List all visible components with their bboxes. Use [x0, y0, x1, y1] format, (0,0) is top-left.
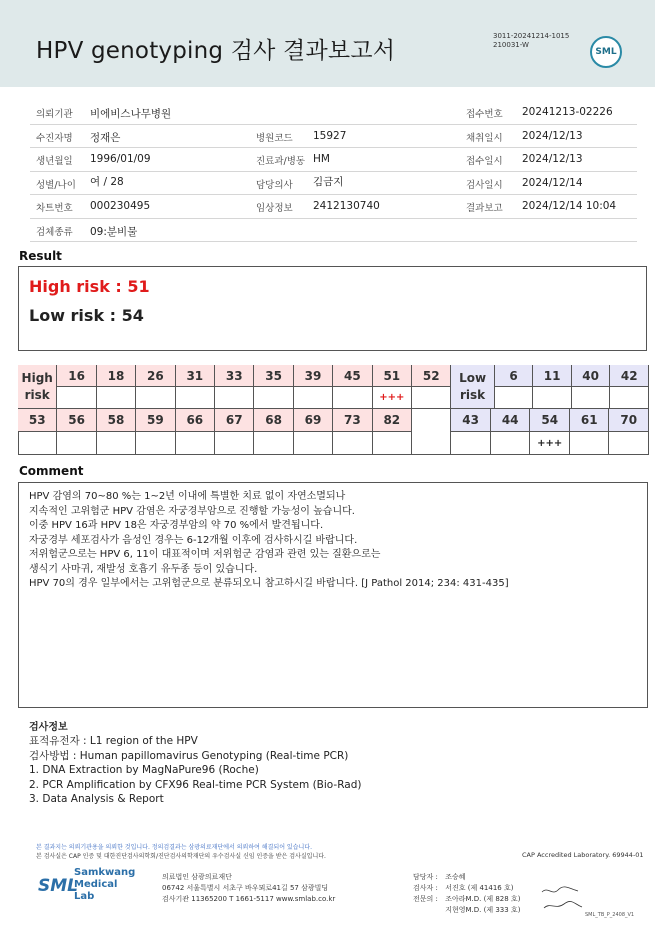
receipt-date-label: 접수일시 — [466, 156, 503, 167]
lab-address — [162, 872, 335, 905]
genotype-header: 26 — [136, 365, 175, 387]
receipt-date-value: 2024/12/13 — [522, 153, 583, 165]
report-code — [493, 32, 569, 50]
test-info-line: 표적유전자 : L1 region of the HPV — [29, 735, 198, 747]
genotype-result — [294, 387, 333, 409]
genotype-header: 54 — [530, 409, 570, 432]
comment-line: 지속적인 고위험군 HPV 감염은 자궁경부암으로 진행할 가능성이 높습니다. — [29, 505, 355, 517]
genotype-result — [609, 432, 649, 455]
hospital-code-label: 병원코드 — [256, 132, 293, 144]
genotype-header: 11 — [533, 365, 572, 387]
low-label-1: Low — [459, 370, 487, 385]
test-info-line: 검사방법 : Human papillomavirus Genotyping (Real-time PCR) — [29, 749, 349, 762]
cap-accreditation: CAP Accredited Laboratory. 69944-01 — [522, 851, 644, 859]
genotype-result — [97, 387, 136, 409]
footer-notice-2: 본 검사실은 CAP 인증 및 대한진단검사의학회/진단검사의학재단의 우수검사실 신임 인증을 받은 검사실입니다. — [36, 853, 326, 860]
genotype-grid — [18, 365, 649, 455]
genotype-header: 73 — [333, 409, 372, 432]
genotype-result — [254, 387, 293, 409]
chart-no-value: 000230495 — [90, 200, 151, 212]
staff-doctor-value: 조아라M.D. (제 828 호) — [445, 895, 521, 903]
birth-value: 1996/01/09 — [90, 153, 151, 165]
comment-line: HPV 감염의 70~80 %는 1~2년 이내에 특별한 치료 없이 자연소멸되나 — [29, 491, 346, 502]
clinical-label: 임상정보 — [256, 203, 293, 214]
genotype-header: 67 — [215, 409, 254, 432]
test-info — [29, 718, 361, 807]
info-row — [30, 219, 637, 243]
genotype-result — [491, 432, 531, 455]
genotype-header: 70 — [609, 409, 649, 432]
recipient-value: 정재은 — [90, 131, 121, 144]
genotype-result — [570, 432, 610, 455]
staff-doctor2-value: 지현영M.D. (제 333 호) — [445, 906, 521, 914]
high-label-2: risk — [24, 387, 50, 402]
genotype-result — [294, 432, 333, 455]
document-id: SML_TB_P_2408_V1 — [585, 912, 635, 918]
test-date-label: 검사일시 — [466, 179, 503, 191]
chart-no-label: 차트번호 — [36, 203, 73, 214]
genotype-header: 44 — [491, 409, 531, 432]
high-risk-result: High risk : 51 — [29, 277, 150, 296]
result-box — [18, 266, 647, 351]
collect-date-value: 2024/12/13 — [522, 129, 583, 142]
clinical-value: 2412130740 — [313, 200, 380, 212]
addr-line2: 06742 서울특별시 서초구 바우뫼로41길 57 삼광빌딩 — [162, 884, 329, 892]
comment-line: 자궁경부 세포검사가 음성인 경우는 6-12개월 이후에 검사하시길 바랍니다. — [29, 534, 358, 546]
genotype-result — [533, 387, 572, 409]
test-info-title: 검사정보 — [29, 722, 68, 733]
logo-line2: Medical Lab — [74, 879, 118, 902]
footer-notice-1: 본 결과지는 의뢰기관용을 의뢰한 것입니다. 정의검결과는 삼광의료재단에서 의뢰하여 해결되어 있습니다. — [36, 844, 313, 851]
report-value: 2024/12/14 10:04 — [522, 200, 617, 212]
sml-logo-text: SML — [595, 47, 617, 57]
doctor-label: 담당의사 — [256, 179, 293, 191]
low-risk-result: Low risk : 54 — [29, 306, 144, 325]
genotype-header: 35 — [254, 365, 293, 387]
genotype-header: 56 — [57, 409, 96, 432]
receipt-no-label: 접수번호 — [466, 109, 503, 120]
genotype-51-result: +++ — [373, 387, 412, 409]
low-risk-label — [451, 365, 494, 409]
genotype-header: 51 — [373, 365, 412, 387]
genotype-result — [412, 387, 451, 409]
low-label-2: risk — [459, 387, 486, 402]
info-row — [30, 148, 637, 172]
info-row — [30, 172, 637, 196]
report-code-line1: 3011-20241214-1015 — [493, 32, 570, 40]
addr-line1: 의료법인 삼광의료재단 — [162, 873, 232, 881]
sml-mark-icon: SML — [38, 876, 78, 896]
report-title: HPV genotyping 검사 결과보고서 — [36, 38, 396, 64]
genotype-result — [495, 387, 534, 409]
info-row — [30, 125, 637, 149]
report-code-line2: 210031-W — [493, 41, 529, 49]
test-info-line: 1. DNA Extraction by MagNaPure96 (Roche) — [29, 764, 259, 777]
staff-list — [413, 872, 520, 916]
dept-value: HM — [313, 153, 330, 165]
genotype-result — [610, 387, 649, 409]
genotype-result — [136, 432, 175, 455]
high-label-1: High — [21, 370, 53, 385]
genotype-result — [373, 432, 412, 455]
genotype-result — [97, 432, 136, 455]
genotype-result — [215, 387, 254, 409]
genotype-result — [18, 432, 57, 455]
genotype-header: 16 — [57, 365, 96, 387]
grid-empty-cell — [412, 409, 451, 455]
comment-line: 저위험군으로는 HPV 6, 11이 대표적이며 저위험군 감염과 관련 있는 질환으로는 — [29, 549, 381, 560]
hospital-code-value: 15927 — [313, 129, 347, 142]
specimen-label: 검체종류 — [36, 226, 73, 238]
genotype-header: 66 — [176, 409, 215, 432]
report-label: 결과보고 — [466, 203, 503, 214]
genotype-header: 82 — [373, 409, 412, 432]
genotype-header: 59 — [136, 409, 175, 432]
genotype-result — [572, 387, 611, 409]
genotype-header: 53 — [18, 409, 57, 432]
sex-age-label: 성별/나이 — [36, 179, 76, 191]
recipient-label: 수진자명 — [36, 132, 73, 144]
collect-date-label: 채취일시 — [466, 132, 503, 144]
genotype-result — [57, 432, 96, 455]
genotype-header: 31 — [176, 365, 215, 387]
genotype-result — [176, 432, 215, 455]
comment-box — [18, 482, 648, 708]
comment-line: 생식기 사마귀, 재발성 호흡기 유두종 등이 있습니다. — [29, 563, 258, 575]
genotype-header: 40 — [572, 365, 611, 387]
report-header — [0, 0, 655, 87]
test-date-value: 2024/12/14 — [522, 176, 583, 189]
birth-label: 생년월일 — [36, 156, 73, 167]
genotype-header: 69 — [294, 409, 333, 432]
test-info-line: 2. PCR Amplification by CFX96 Real-time PCR System (Bio-Rad) — [29, 778, 362, 791]
genotype-header: 45 — [333, 365, 372, 387]
samkwang-logo — [38, 867, 136, 902]
sml-logo-icon — [590, 36, 622, 68]
genotype-header: 68 — [254, 409, 293, 432]
genotype-54-result: +++ — [530, 432, 570, 455]
comment-line: 이중 HPV 16과 HPV 18은 자궁경부암의 약 70 %에서 발견됩니다. — [29, 520, 324, 531]
staff-head-label: 담당자 : — [413, 873, 438, 881]
genotype-header: 6 — [495, 365, 534, 387]
info-row — [30, 101, 637, 125]
genotype-header: 58 — [97, 409, 136, 432]
specimen-value: 09:분비물 — [90, 225, 138, 238]
doctor-value: 김금지 — [313, 175, 344, 188]
sex-age-value: 여 / 28 — [90, 175, 124, 188]
logo-line1: Samkwang — [74, 867, 136, 878]
genotype-header: 42 — [610, 365, 649, 387]
genotype-header: 43 — [451, 409, 491, 432]
info-row — [30, 195, 637, 219]
test-info-line: 3. Data Analysis & Report — [29, 793, 164, 806]
comment-section-title: Comment — [19, 464, 84, 478]
genotype-header: 61 — [570, 409, 610, 432]
genotype-header: 33 — [215, 365, 254, 387]
result-section-title: Result — [19, 249, 62, 263]
genotype-result — [136, 387, 175, 409]
institution-value: 비에비스나무병원 — [90, 108, 172, 120]
genotype-result — [57, 387, 96, 409]
high-risk-label — [18, 365, 57, 409]
genotype-result — [215, 432, 254, 455]
receipt-no-value: 20241213-02226 — [522, 106, 613, 118]
signature-icon — [538, 882, 586, 912]
staff-head-value: 조승혜 — [445, 873, 466, 881]
genotype-result — [254, 432, 293, 455]
genotype-result — [333, 432, 372, 455]
genotype-header: 39 — [294, 365, 333, 387]
genotype-result — [451, 432, 491, 455]
staff-doctor-label: 전문의 : — [413, 895, 438, 903]
genotype-header: 18 — [97, 365, 136, 387]
samkwang-logo-text — [74, 867, 135, 903]
patient-info-table — [30, 101, 637, 242]
addr-line3: 검사기관 11365200 T 1661-5117 www.smlab.co.kr — [162, 895, 336, 903]
staff-tester-value: 서진호 (제 41416 호) — [445, 884, 514, 892]
genotype-result — [176, 387, 215, 409]
genotype-header: 52 — [412, 365, 451, 387]
institution-label: 의뢰기관 — [36, 109, 73, 120]
dept-label: 진료과/병동 — [256, 156, 306, 167]
staff-tester-label: 검사자 : — [413, 884, 438, 892]
genotype-result — [333, 387, 372, 409]
comment-line: HPV 70의 경우 일부에서는 고위험군으로 분류되오니 참고하시길 바랍니다. [J Pathol 2014; 234: 431-435] — [29, 578, 509, 589]
